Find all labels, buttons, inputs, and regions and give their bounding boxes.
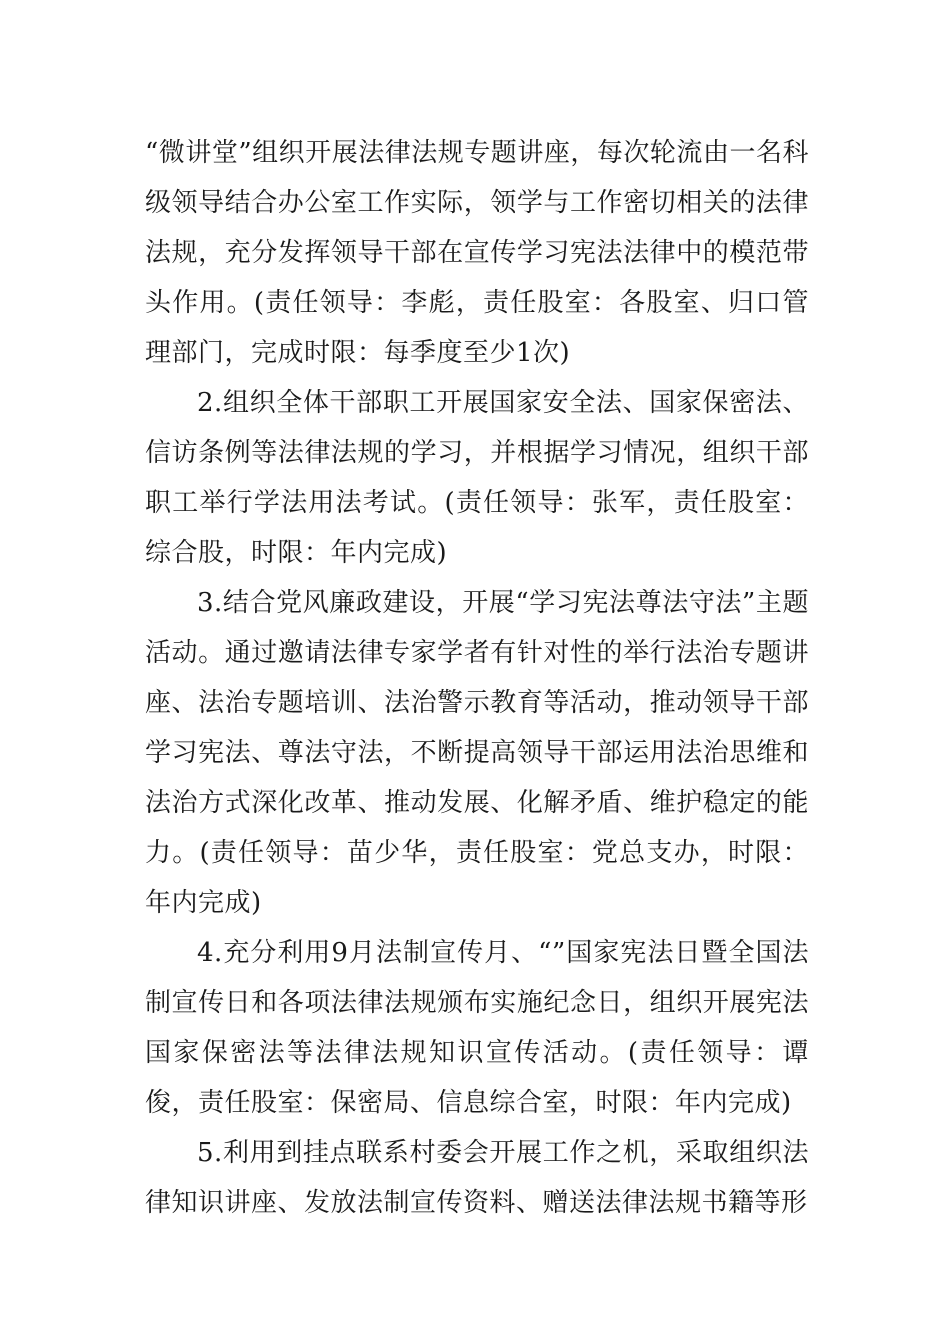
document-body — [145, 128, 809, 1228]
paragraph-continuation: “微讲堂”组织开展法律法规专题讲座，每次轮流由一名科级领导结合办公室工作实际，领学与工作密切相关的法律法规，充分发挥领导干部在宣传学习宪法法律中的模范带头作用。(责任领导：李彪，责任股室：各股室、归口管理部门，完成时限：每季度至少1次) — [145, 138, 809, 368]
paragraph-item-2: 2.组织全体干部职工开展国家安全法、国家保密法、信访条例等法律法规的学习，并根据学习情况，组织干部职工举行学法用法考试。(责任领导：张军，责任股室：综合股，时限：年内完成) — [145, 388, 809, 568]
paragraph-item-4: 4.充分利用9月法制宣传月、“”国家宪法日暨全国法制宣传日和各项法律法规颁布实施纪念日，组织开展宪法国家保密法等法律法规知识宣传活动。(责任领导：谭俊，责任股室：保密局、信息综合室，时限：年内完成) — [145, 938, 809, 1118]
paragraph-item-3: 3.结合党风廉政建设，开展“学习宪法尊法守法”主题活动。通过邀请法律专家学者有针对性的举行法治专题讲座、法治专题培训、法治警示教育等活动，推动领导干部学习宪法、尊法守法，不断提高领导干部运用法治思维和法治方式深化改革、推动发展、化解矛盾、维护稳定的能力。(责任领导：苗少华，责任股室：党总支办，时限：年内完成) — [145, 588, 809, 918]
paragraph-item-5: 5.利用到挂点联系村委会开展工作之机，采取组织法律知识讲座、发放法制宣传资料、赠送法律法规书籍等形 — [145, 1138, 809, 1218]
